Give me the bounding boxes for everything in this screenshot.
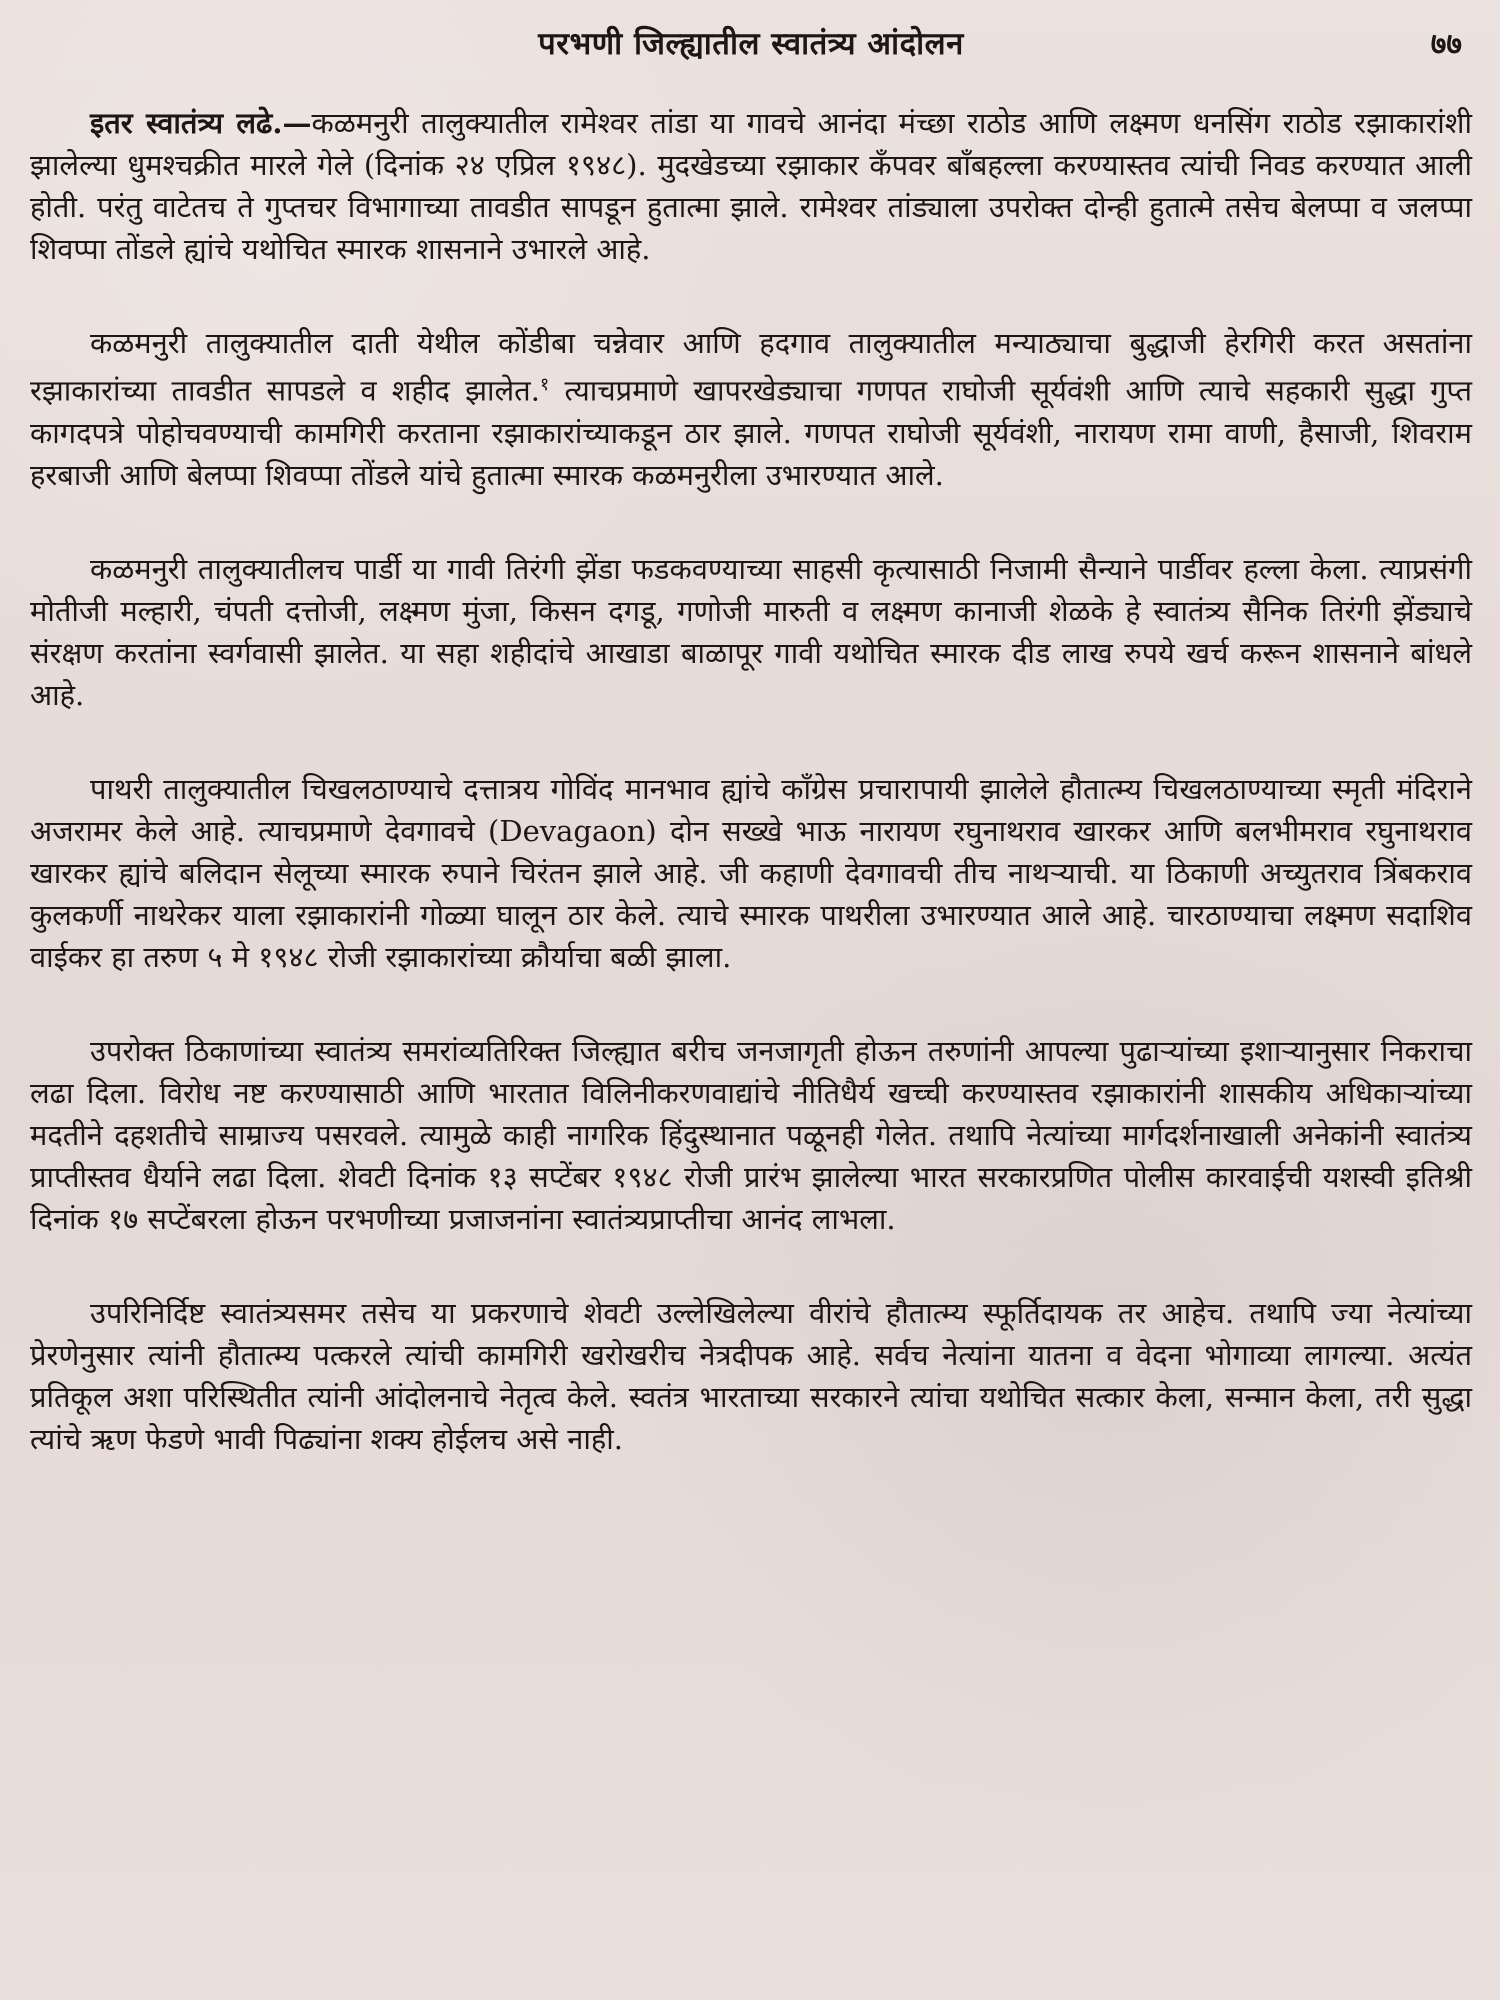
page-number: ७७ [1430,27,1462,62]
paragraph-text: त्याचप्रमाणे खापरखेड्याचा गणपत राघोजी सूर्यवंशी आणि त्याचे सहकारी सुद्धा गुप्त कागदपत्रे पोहोचवण्याची कामगिरी करताना रझाकारांच्याकडून ठार झाले. गणपत राघोजी सूर्यवंशी, नारायण रामा वाणी, हैसाजी, शिवराम हरबाजी आणि बेलप्पा शिवप्पा तोंडले यांचे हुतात्मा स्मारक कळमनुरीला उभारण्यात आले. [30,373,1472,492]
page-content [30,102,1472,1460]
paragraph-pathri-devgaon-memorials: पाथरी तालुक्यातील चिखलठाण्याचे दत्तात्रय गोविंद मानभाव ह्यांचे काँग्रेस प्रचारापायी झालेले हौतात्म्य चिखलठाण्याच्या स्मृती मंदिराने अजरामर केले आहे. त्याचप्रमाणे देवगावचे (Devagaon) दोन सख्खे भाऊ नारायण रघुनाथराव खारकर आणि बलभीमराव रघुनाथराव खारकर ह्यांचे बलिदान सेलूच्या स्मारक रुपाने चिरंतन झाले आहे. जी कहाणी देवगावची तीच नाथऱ्याची. या ठिकाणी अच्युतराव त्रिंबकराव कुलकर्णी नाथरेकर याला रझाकारांनी गोळ्या घालून ठार केले. त्याचे स्मारक पाथरीला उभारण्यात आले आहे. चारठाण्याचा लक्ष्मण सदाशिव वाईकर हा तरुण ५ मे १९४८ रोजी रझाकारांच्या क्रौर्याचा बळी झाला. [30,771,1472,974]
section-lead-heading: इतर स्वातंत्र्य लढे.— [90,106,312,140]
paragraph-text: कळमनुरी तालुक्यातील रामेश्वर तांडा या गावचे आनंदा मंच्छा राठोड आणि लक्ष्मण धनसिंग राठोड रझाकारांशी झालेल्या धुमश्चक्रीत मारले गेले (दिनांक २४ एप्रिल १९४८). मुदखेडच्या रझाकार कँपवर बाँबहल्ला करण्यास्तव त्यांची निवड करण्यात आली होती. परंतु वाटेतच ते गुप्तचर विभागाच्या तावडीत सापडून हुतात्मा झाले. रामेश्वर तांड्याला उपरोक्त दोन्ही हुतात्मे तसेच बेलप्पा व जलप्पा शिवप्पा तोंडले ह्यांचे यथोचित स्मारक शासनाने उभारले आहे. [30,106,1472,266]
paragraph-text: कळमनुरी तालुक्यातील दाती येथील कोंडीबा चन्नेवार आणि हदगाव तालुक्यातील मन्याठ्याचा बुद्धाजी हेरगिरी करत असतांना रझाकारांच्या तावडीत सापडले व शहीद झालेत. [30,326,1472,408]
paragraph-other-freedom-struggles [30,102,1472,270]
paragraph-leaders-tribute: उपरिनिर्दिष्ट स्वातंत्र्यसमर तसेच या प्रकरणाचे शेवटी उल्लेखिलेल्या वीरांचे हौतात्म्य स्फूर्तिदायक तर आहेच. तथापि ज्या नेत्यांच्या प्रेरणेनुसार त्यांनी हौतात्म्य पत्करले त्यांची कामगिरी खरोखरीच नेत्रदीपक आहे. सर्वच नेत्यांना यातना व वेदना भोगाव्या लागल्या. अत्यंत प्रतिकूल अशा परिस्थितीत त्यांनी आंदोलनाचे नेतृत्व केले. स्वतंत्र भारताच्या सरकारने त्यांचा यथोचित सत्कार केला, सन्मान केला, तरी सुद्धा त्यांचे ऋण फेडणे भावी पिढ्यांना शक्य होईलच असे नाही. [30,1295,1472,1456]
footnote-marker: १ [539,374,550,395]
page-header [30,14,1472,62]
paragraph-kalamnuri-martyrs [30,322,1472,496]
paragraph-pardi-flag-defense: कळमनुरी तालुक्यातीलच पार्डी या गावी तिरंगी झेंडा फडकवण्याच्या साहसी कृत्यासाठी निजामी सैन्याने पार्डीवर हल्ला केला. त्याप्रसंगी मोतीजी मल्हारी, चंपती दत्तोजी, लक्ष्मण मुंजा, किसन दगडू, गणोजी मारुती व लक्ष्मण कानाजी शेळके हे स्वातंत्र्य सैनिक तिरंगी झेंड्याचे संरक्षण करतांना स्वर्गवासी झालेत. या सहा शहीदांचे आखाडा बाळापूर गावी यथोचित स्मारक दीड लाख रुपये खर्च करून शासनाने बांधले आहे. [30,551,1472,712]
running-title: परभणी जिल्ह्यातील स्वातंत्र्य आंदोलन [538,26,964,62]
paragraph-district-awakening: उपरोक्त ठिकाणांच्या स्वातंत्र्य समरांव्यतिरिक्त जिल्ह्यात बरीच जनजागृती होऊन तरुणांनी आपल्या पुढाऱ्यांच्या इशाऱ्यानुसार निकराचा लढा दिला. विरोध नष्ट करण्यासाठी आणि भारतात विलिनीकरणवाद्यांचे नीतिधैर्य खच्ची करण्यास्तव रझाकारांनी शासकीय अधिकाऱ्यांच्या मदतीने दहशतीचे साम्राज्य पसरवले. त्यामुळे काही नागरिक हिंदुस्थानात पळूनही गेलेत. तथापि नेत्यांच्या मार्गदर्शनाखाली अनेकांनी स्वातंत्र्य प्राप्तीस्तव धैर्याने लढा दिला. शेवटी दिनांक १३ सप्टेंबर १९४८ रोजी प्रारंभ झालेल्या भारत सरकारप्रणित पोलीस कारवाईची यशस्वी इतिश्री दिनांक १७ सप्टेंबरला होऊन परभणीच्या प्रजाजनांना स्वातंत्र्यप्राप्तीचा आनंद लाभला. [30,1033,1472,1236]
